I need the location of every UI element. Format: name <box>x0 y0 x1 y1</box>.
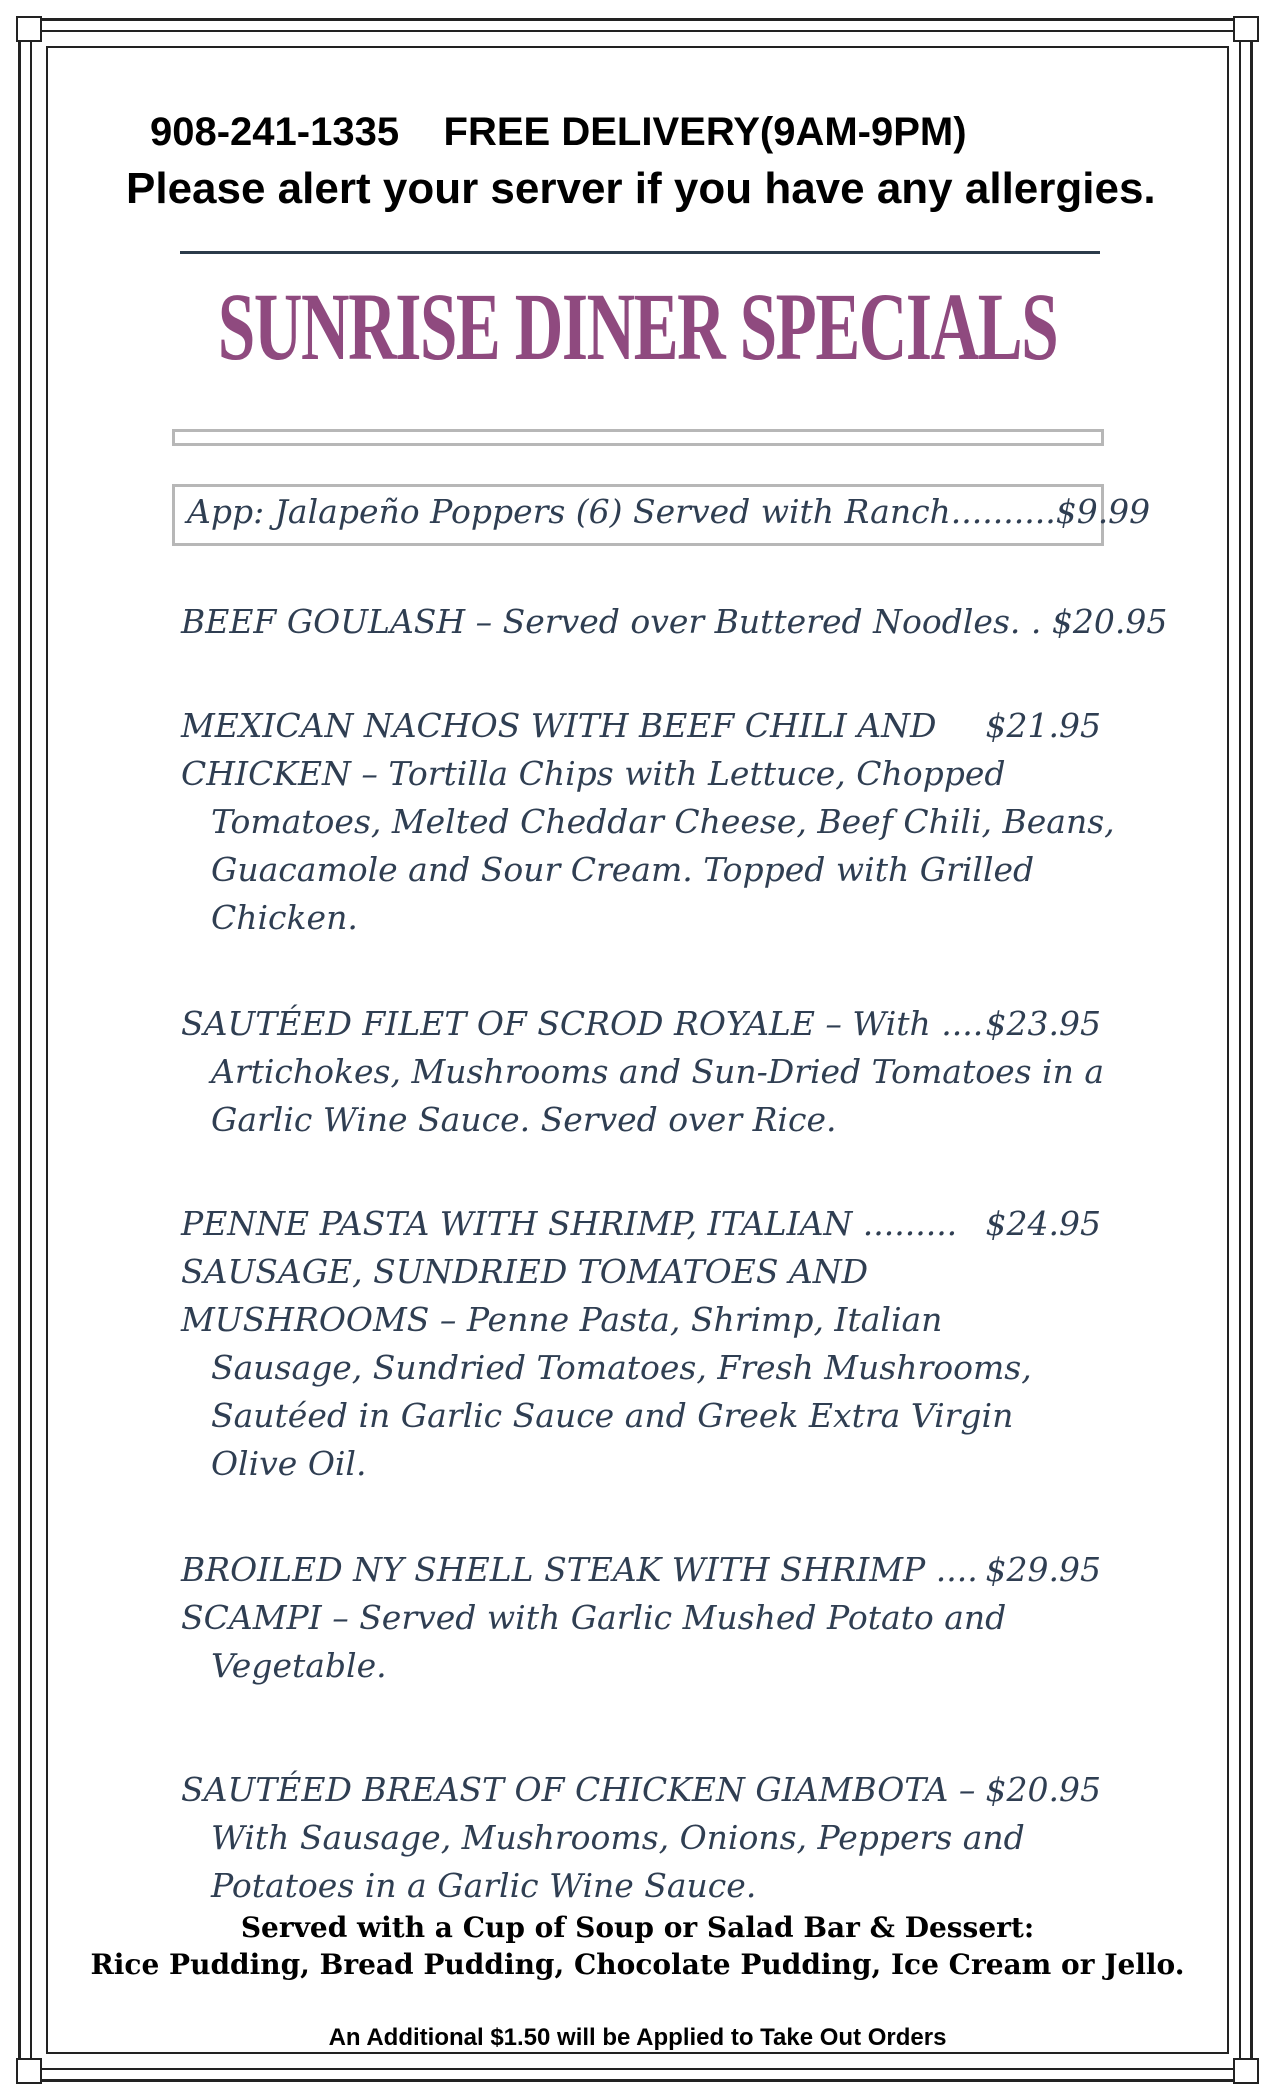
menu-item-line: Guacamole and Sour Cream. Topped with Grilled <box>211 850 1035 889</box>
corner-notch-bottom-right <box>1233 2058 1259 2084</box>
header-divider <box>180 251 1100 254</box>
menu-item-line: BROILED NY SHELL STEAK WITH SHRIMP .... $29.95 <box>181 1546 1101 1594</box>
corner-notch-top-right <box>1233 16 1259 42</box>
menu-item-line: CHICKEN – Tortilla Chips with Lettuce, Chopped <box>181 754 1006 793</box>
menu-item <box>181 1000 1104 1144</box>
served-with-note: Served with a Cup of Soup or Salad Bar & Dessert: <box>240 1911 1035 1944</box>
menu-item-line: Garlic Wine Sauce. Served over Rice. <box>211 1100 837 1139</box>
title-divider <box>172 429 1104 446</box>
menu-item-price: $24.95 <box>985 1204 1101 1243</box>
corner-notch-top-left <box>16 16 42 42</box>
menu-title: SUNRISE DINER SPECIALS <box>217 273 1058 380</box>
menu-item-line: Vegetable. <box>211 1646 387 1685</box>
menu-item-line: Sausage, Sundried Tomatoes, Fresh Mushrooms, <box>211 1348 1032 1387</box>
menu-item <box>181 598 1168 646</box>
phone-delivery-line: 908-241-1335 FREE DELIVERY(9AM-9PM) <box>150 110 967 154</box>
corner-notch-bottom-left <box>16 2058 42 2084</box>
menu-item-line: BEEF GOULASH – Served over Buttered Noodles. . $20.95 <box>181 602 1168 641</box>
appetizer-box: App: Jalapeño Poppers (6) Served with Ranch..........$9.99 <box>172 484 1104 546</box>
menu-item-line: SAUTÉED BREAST OF CHICKEN GIAMBOTA – $20.95 <box>181 1766 1101 1814</box>
dessert-options: Rice Pudding, Bread Pudding, Chocolate Pudding, Ice Cream or Jello. <box>90 1948 1185 1981</box>
menu-item-price: $20.95 <box>985 1770 1101 1809</box>
menu-item <box>181 1766 1101 1910</box>
menu-item-line: Tomatoes, Melted Cheddar Cheese, Beef Chili, Beans, <box>211 802 1115 841</box>
menu-item-price: $29.95 <box>985 1550 1101 1589</box>
menu-item-line: Chicken. <box>211 898 358 937</box>
takeout-note: An Additional $1.50 will be Applied to Take Out Orders <box>328 2024 947 2051</box>
menu-item-line: Potatoes in a Garlic Wine Sauce. <box>211 1866 757 1905</box>
menu-item-line: Sautéed in Garlic Sauce and Greek Extra Virgin <box>211 1396 1014 1435</box>
menu-item <box>181 702 1115 942</box>
allergy-notice: Please alert your server if you have any allergies. <box>126 164 1156 213</box>
menu-item-line: With Sausage, Mushrooms, Onions, Peppers and <box>211 1818 1025 1857</box>
menu-item-line: SAUSAGE, SUNDRIED TOMATOES AND <box>181 1252 869 1291</box>
menu-item-line: Olive Oil. <box>211 1444 367 1483</box>
menu-item <box>181 1546 1101 1690</box>
menu-item-line: MEXICAN NACHOS WITH BEEF CHILI AND $21.95 <box>181 702 1101 750</box>
menu-item-line: SAUTÉED FILET OF SCROD ROYALE – With .... $23.95 <box>181 1000 1101 1048</box>
menu-item-price: $23.95 <box>985 1004 1101 1043</box>
menu-item-line: PENNE PASTA WITH SHRIMP, ITALIAN ......... $24.95 <box>181 1200 1101 1248</box>
menu-item <box>181 1200 1101 1488</box>
menu-item-price: $21.95 <box>985 706 1101 745</box>
menu-item-line: MUSHROOMS – Penne Pasta, Shrimp, Italian <box>181 1300 943 1339</box>
menu-item-line: Artichokes, Mushrooms and Sun-Dried Tomatoes in a <box>211 1052 1104 1091</box>
menu-item-line: SCAMPI – Served with Garlic Mushed Potato and <box>181 1598 1007 1637</box>
